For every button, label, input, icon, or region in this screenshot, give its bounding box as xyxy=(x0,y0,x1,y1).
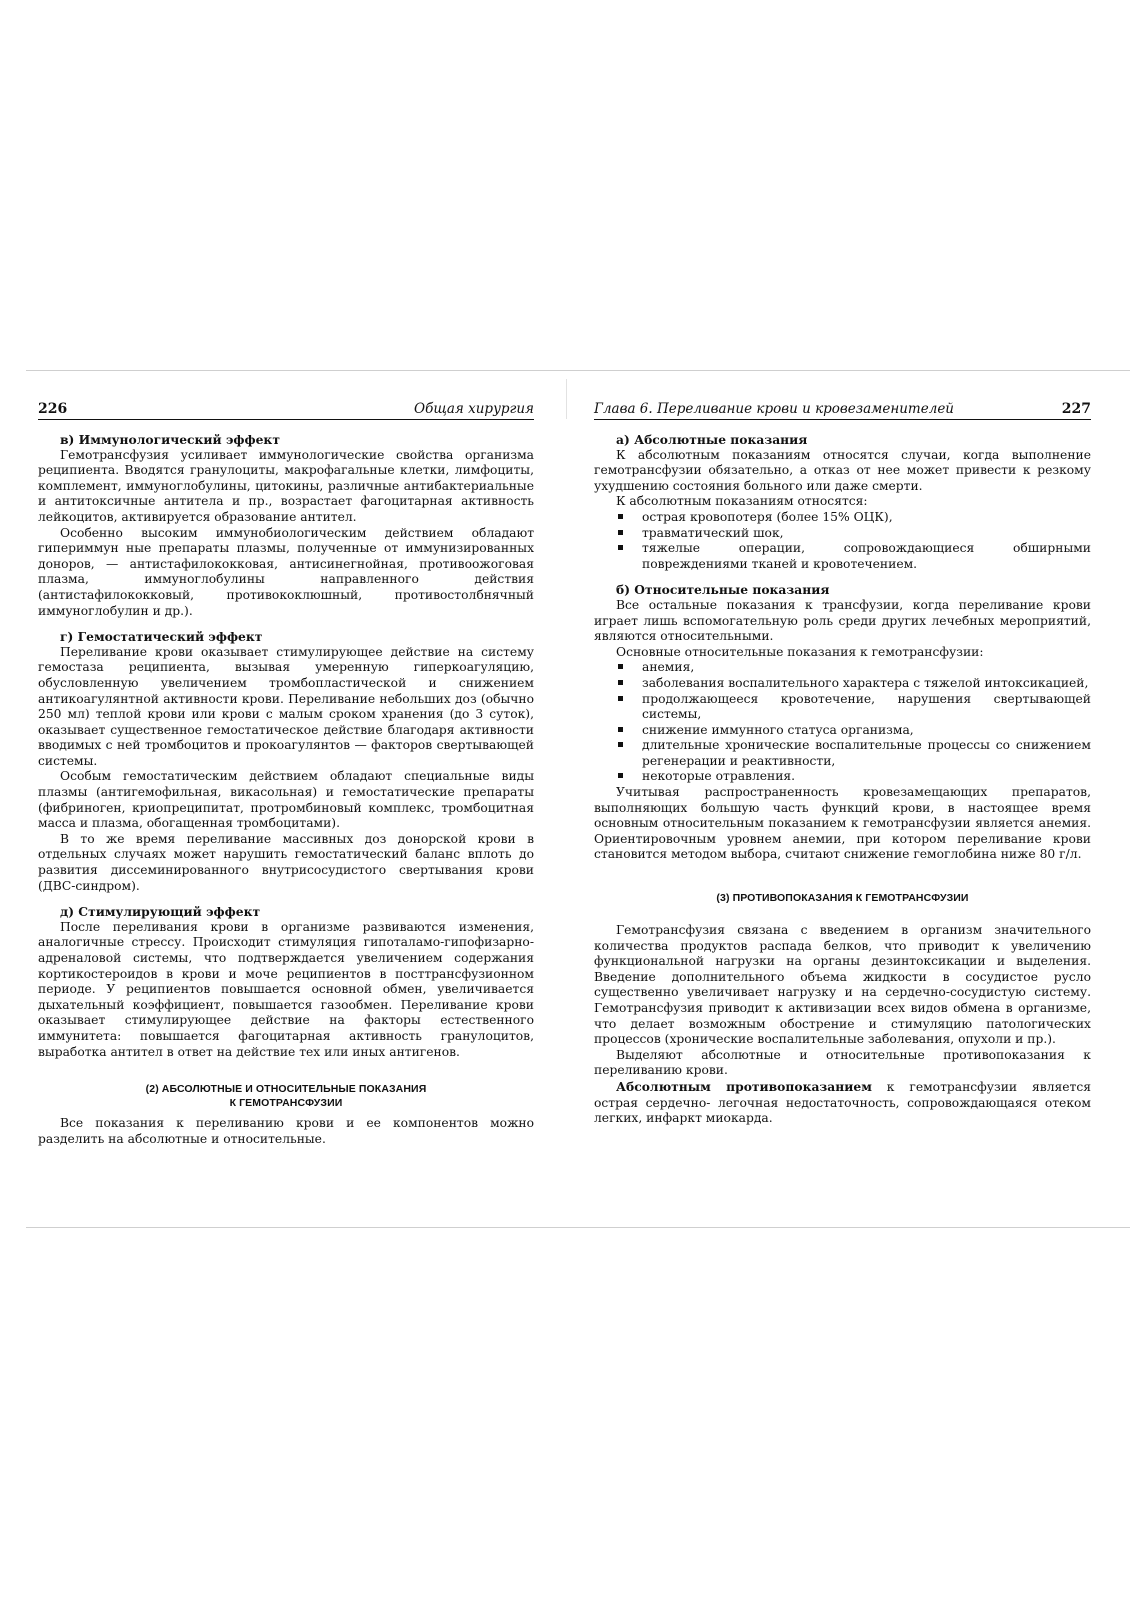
paragraph: В то же время переливание массивных доз донорской крови в отдельных случаях может нарушить гемостатический баланс вплоть до развития диссеминированного внутрисосудистого свертывания крови (ДВС-синдром). xyxy=(38,831,534,893)
left-page-content xyxy=(38,432,534,1147)
paragraph: К абсолютным показаниям относятся: xyxy=(616,494,868,509)
paragraph-text: к гемотрансфузии является острая сердечно- легочная недостаточность, сопровождающаяся отеком легких, инфаркт миокарда. xyxy=(594,1079,1091,1126)
section-title xyxy=(38,1082,534,1110)
list-item: травматический шок, xyxy=(616,526,1091,542)
paragraph: К абсолютным показаниям относятся случаи, когда выполнение гемотрансфузии обязательно, а отказ от нее может привести к резкому ухудшению состояния больного или даже смерти. xyxy=(594,447,1091,493)
paragraph: Выделяют абсолютные и относительные противопоказания к переливанию крови. xyxy=(594,1047,1091,1078)
list-item: тяжелые операции, сопровождающиеся обширными повреждениями тканей и кровотечением. xyxy=(616,541,1091,572)
bullet-icon xyxy=(618,514,623,519)
paragraph: Все показания к переливанию крови и ее компонентов можно разделить на абсолютные и относительные. xyxy=(38,1116,534,1146)
paragraph: Особым гемостатическим действием обладают специальные виды плазмы (антигемофильная, викасольная) и гемостатические препараты (фибриноген, криопреципитат, протромбиновый комплекс, тромбоцитная масса и плазма, обогащенная тромбоцитами). xyxy=(38,769,534,831)
list-item: заболевания воспалительного характера с тяжелой интоксикацией, xyxy=(616,676,1091,692)
section-title-line: (2) АБСОЛЮТНЫЕ И ОТНОСИТЕЛЬНЫЕ ПОКАЗАНИЯ xyxy=(145,1083,427,1096)
section-title-line: К ГЕМОТРАНСФУЗИИ xyxy=(229,1097,343,1110)
bullet-icon xyxy=(618,742,623,747)
paragraph: Гемотрансфузия связана с введением в организм значительного количества продуктов распада белков, что приводит к увеличению функциональной нагрузки на органы дезинтоксикации и выделения. Введение дополнительного объема жидкости в сосудистое русло существенно увеличивает нагрузку и на сердечно-сосудистую систему. Гемотрансфузия приводит к активизации всех видов обмена в организме, что делает возможным обострение и стимуляцию патологических процессов (хронические воспалительные заболевания, опухоли и пр.). xyxy=(594,923,1091,1047)
bullet-icon xyxy=(618,664,623,669)
right-page xyxy=(594,399,1091,1127)
paragraph: Основные относительные показания к гемотрансфузии: xyxy=(616,644,984,659)
subheading: д) Стимулирующий эффект xyxy=(60,904,261,920)
paragraph xyxy=(594,1079,1091,1127)
bullet-icon xyxy=(618,530,623,535)
subheading: б) Относительные показания xyxy=(616,582,830,598)
paragraph: Учитывая распространенность кровезамещающих препаратов, выполняющих большую часть функций крови, в настоящее время основным относительным показанием к гемотрансфузии является анемия. Ориентировочным уровнем анемии, при котором переливание крови становится методом выбора, считают снижение гемоглобина ниже 80 г/л. xyxy=(594,785,1091,862)
list-item: некоторые отравления. xyxy=(616,769,1091,785)
list-item: длительные хронические воспалительные процессы со снижением регенерации и реактивности, xyxy=(616,738,1091,769)
right-page-content xyxy=(594,432,1091,1127)
bullet-list xyxy=(594,660,1091,785)
bullet-icon xyxy=(618,680,623,685)
paragraph: Все остальные показания к трансфузии, когда переливание крови играет лишь вспомогательную роль среди других лечебных мероприятий, являются относительными. xyxy=(594,597,1091,644)
page-number: 226 xyxy=(38,401,68,417)
list-item: снижение иммунного статуса организма, xyxy=(616,723,1091,739)
paragraph: Особенно высоким иммунобиологическим действием обладают гипериммун ные препараты плазмы, полученные от иммунизированных доноров, — антистафилококковая, антисинегнойная, противоожоговая плазма, иммуноглобулины направленного действия (антистафилококковый, противококлюшный, противостолбнячный иммуноглобулин и др.). xyxy=(38,525,534,618)
book-spread xyxy=(26,370,1130,1228)
bold-term: Абсолютным противопоказанием xyxy=(616,1078,872,1094)
section-title: (3) ПРОТИВОПОКАЗАНИЯ К ГЕМОТРАНСФУЗИИ xyxy=(716,892,969,905)
subheading: г) Гемостатический эффект xyxy=(60,629,263,645)
page-number: 227 xyxy=(1061,401,1091,417)
subheading: а) Абсолютные показания xyxy=(616,432,808,447)
paragraph: Гемотрансфузия усиливает иммунологические свойства организма реципиента. Вводятся гранулоциты, макрофагальные клетки, лимфоциты, комплемент, иммуноглобулины, цитокины, различные антибактериальные и антитоксичные антитела и пр., возрастает фагоцитарная активность лейкоцитов, активируется образование антител. xyxy=(38,447,534,524)
right-page-header xyxy=(594,399,1091,420)
bullet-icon xyxy=(618,545,623,550)
spine-mark xyxy=(566,379,567,419)
bullet-icon xyxy=(618,727,623,732)
list-item: острая кровопотеря (более 15% ОЦК), xyxy=(616,510,1091,526)
left-page xyxy=(38,399,534,1147)
running-title: Общая хирургия xyxy=(414,401,534,417)
paragraph: Переливание крови оказывает стимулирующее действие на систему гемостаза реципиента, вызывая умеренную гиперкоагуляцию, обусловленную увеличением тромбопластической и снижением антикоагулянтной активности крови. Переливание небольших доз (обычно 250 мл) теплой крови или крови с малым сроком хранения (до 3 суток), оказывает существенное гемостатическое действие благодаря активности вводимых с ней тромбоцитов и прокоагулянтов — факторов свертывающей системы. xyxy=(38,644,534,768)
list-item: анемия, xyxy=(616,660,1091,676)
paragraph: После переливания крови в организме развиваются изменения, аналогичные стрессу. Происходит стимуляция гипоталамо-гипофизарно-адреналовой системы, что подтверждается увеличением содержания кортикостероидов в крови и моче реципиентов в посттрансфузионном периоде. У реципиентов повышается основной обмен, увеличивается дыхательный коэффициент, повышается газообмен. Переливание крови оказывает стимулирующее действие на факторы естественного иммунитета: повышается фагоцитарная активность гранулоцитов, выработка антител в ответ на действие тех или иных антигенов. xyxy=(38,919,534,1059)
running-title: Глава 6. Переливание крови и кровезаменителей xyxy=(594,401,954,417)
list-item: продолжающееся кровотечение, нарушения свертывающей системы, xyxy=(616,692,1091,723)
subheading: в) Иммунологический эффект xyxy=(60,432,280,447)
bullet-icon xyxy=(618,773,623,778)
bullet-icon xyxy=(618,696,623,701)
bullet-list xyxy=(594,510,1091,572)
left-page-header xyxy=(38,399,534,420)
